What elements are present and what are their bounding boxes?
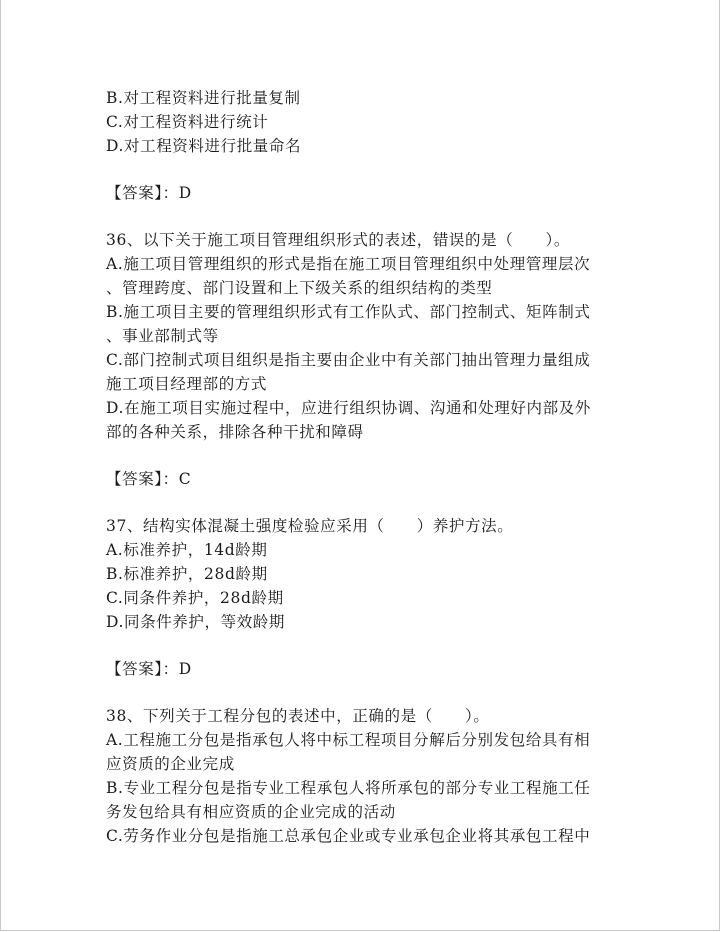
question-stem: 36、以下关于施工项目管理组织形式的表述，错误的是（ ）。 bbox=[106, 231, 570, 249]
option-line: B.标准养护，28d龄期 bbox=[106, 565, 268, 583]
answer-line: 【答案】：C bbox=[106, 470, 192, 488]
question-stem: 37、结构实体混凝土强度检验应采用（ ）养护方法。 bbox=[106, 517, 514, 535]
option-line: C.部门控制式项目组织是指主要由企业中有关部门抽出管理力量组成 bbox=[106, 351, 591, 369]
option-line: 、管理跨度、部门设置和上下级关系的组织结构的类型 bbox=[106, 279, 493, 297]
option-line: B.施工项目主要的管理组织形式有工作队式、部门控制式、矩阵制式 bbox=[106, 303, 591, 321]
option-line: A.标准养护，14d龄期 bbox=[106, 541, 268, 559]
option-line: C.同条件养护，28d龄期 bbox=[106, 589, 284, 607]
option-line: 务发包给具有相应资质的企业完成的活动 bbox=[106, 803, 396, 821]
exam-content bbox=[106, 86, 606, 848]
option-line: B.专业工程分包是指专业工程承包人将所承包的部分专业工程施工任 bbox=[106, 779, 591, 797]
option-line: 、事业部制式等 bbox=[106, 327, 219, 345]
options-block bbox=[106, 86, 606, 158]
question-38 bbox=[106, 704, 606, 848]
option-line: B.对工程资料进行批量复制 bbox=[106, 89, 301, 107]
option-line: A.工程施工分包是指承包人将中标工程项目分解后分别发包给具有相 bbox=[106, 731, 591, 749]
option-line: D.同条件养护，等效龄期 bbox=[106, 613, 286, 631]
option-line: D.对工程资料进行批量命名 bbox=[106, 137, 302, 155]
answer-line: 【答案】：D bbox=[106, 660, 192, 678]
option-line: C.对工程资料进行统计 bbox=[106, 113, 269, 131]
option-line: C.劳务作业分包是指施工总承包企业或专业承包企业将其承包工程中 bbox=[106, 827, 591, 845]
option-line: 应资质的企业完成 bbox=[106, 755, 235, 773]
option-line: 施工项目经理部的方式 bbox=[106, 375, 268, 393]
option-line: 部的各种关系，排除各种干扰和障碍 bbox=[106, 423, 364, 441]
question-36 bbox=[106, 228, 606, 444]
question-stem: 38、下列关于工程分包的表述中，正确的是（ ）。 bbox=[106, 707, 490, 725]
answer-line: 【答案】：D bbox=[106, 184, 192, 202]
option-line: D.在施工项目实施过程中，应进行组织协调、沟通和处理好内部及外 bbox=[106, 399, 591, 417]
question-37 bbox=[106, 514, 606, 634]
option-line: A.施工项目管理组织的形式是指在施工项目管理组织中处理管理层次 bbox=[106, 255, 591, 273]
